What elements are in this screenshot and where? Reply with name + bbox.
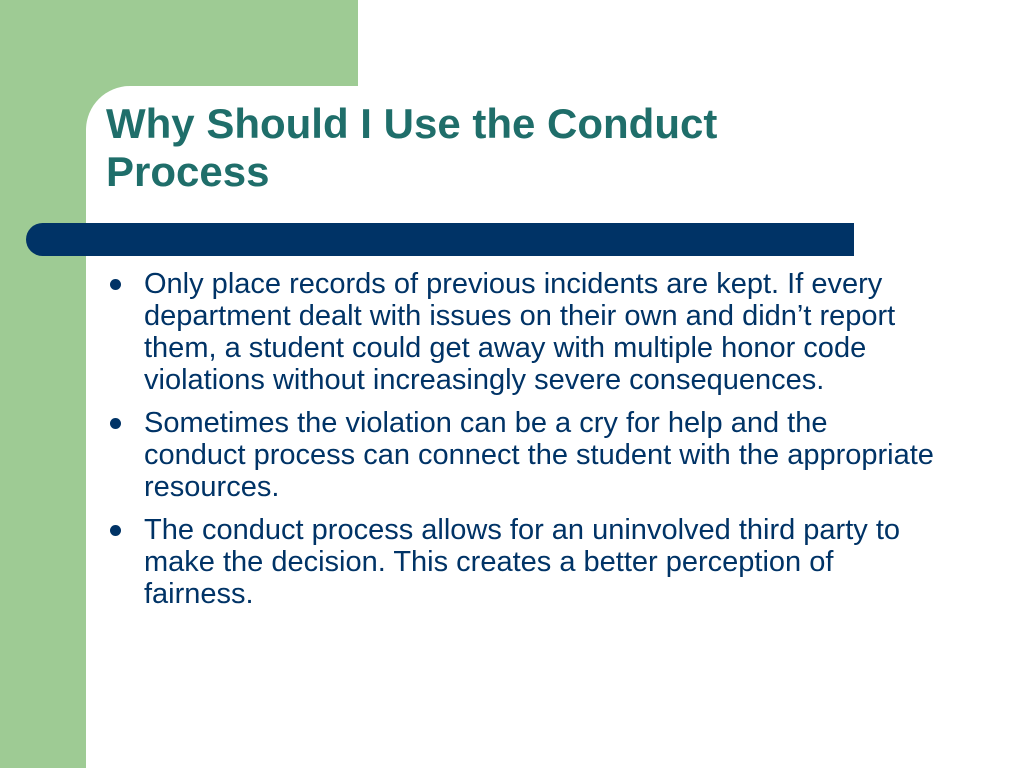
bullet-item: [106, 407, 936, 503]
slide-title: Why Should I Use the Conduct Process: [106, 100, 718, 195]
bullet-dot-icon: [110, 418, 121, 429]
bullet-dot-icon: [110, 279, 121, 290]
bullet-item: [106, 268, 936, 396]
bullet-text: Only place records of previous incidents are kept. If every department dealt with issues on their own and didn’t report them, a student could get away with multiple honor code violations without increasingly severe consequences.: [144, 268, 896, 396]
bullet-list: [106, 268, 936, 621]
bullet-item: [106, 514, 936, 610]
bullet-dot-icon: [110, 525, 121, 536]
title-divider-bar: [26, 223, 854, 256]
bullet-text: Sometimes the violation can be a cry for help and the conduct process can connect the student with the appropriate resources.: [144, 407, 934, 503]
bullet-text: The conduct process allows for an uninvolved third party to make the decision. This creates a better perception of fairness.: [144, 514, 901, 610]
